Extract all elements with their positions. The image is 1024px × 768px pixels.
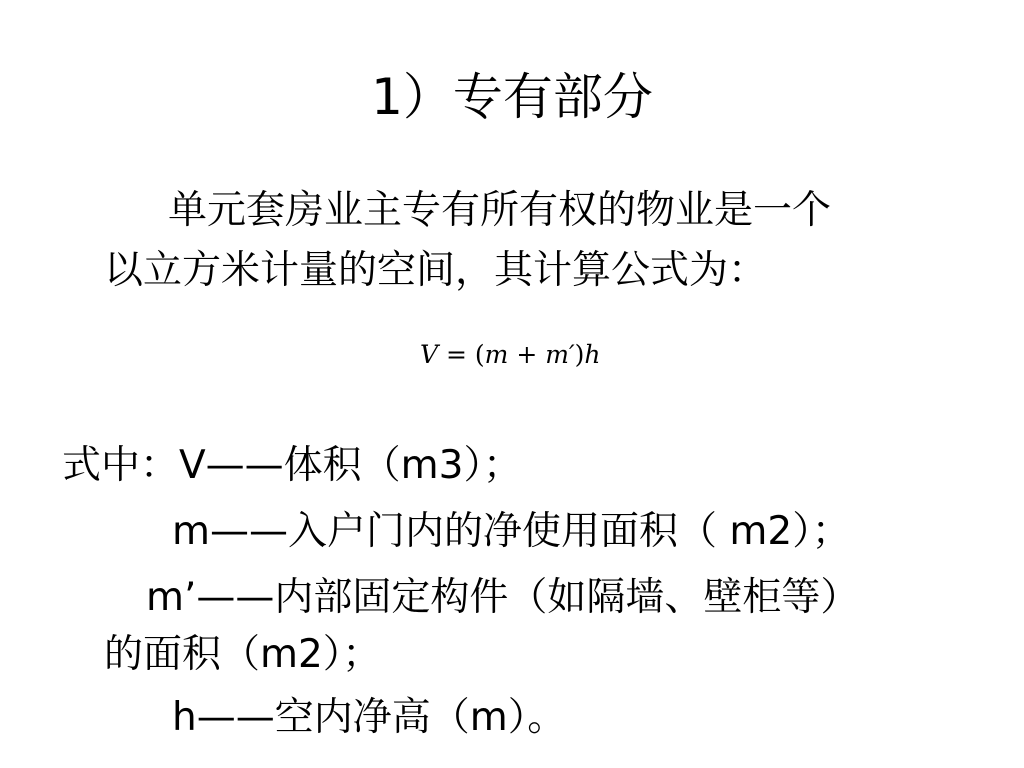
formula-close-paren: ) — [574, 340, 585, 369]
intro-line-2: 以立方米计量的空间，其计算公式为： — [104, 248, 768, 293]
slide-title: 1）专有部分 — [371, 68, 653, 126]
formula-m: m — [484, 340, 509, 369]
intro-line-1 — [104, 181, 964, 241]
formula-equals: = — [438, 340, 475, 369]
definition-v: 式中：V——体积（m3）； — [62, 443, 522, 488]
volume-formula — [420, 333, 660, 377]
definition-m: m——入户门内的净使用面积（ m2）； — [172, 509, 851, 554]
intro-line-1-text: 单元套房业主专有所有权的物业是一个 — [168, 188, 832, 233]
formula-h: h — [584, 340, 601, 369]
definition-m-prime-line-1: m’——内部固定构件（如隔墙、壁柜等） — [146, 575, 860, 620]
formula-v: V — [420, 340, 439, 369]
definition-m-prime-line-2: 的面积（m2）； — [104, 632, 382, 677]
definition-h: h——空内净高（m）。 — [172, 695, 567, 740]
formula-plus: + — [508, 340, 546, 369]
formula-open-paren: ( — [474, 340, 485, 369]
intro-paragraph — [104, 181, 964, 301]
formula-m-prime: m′ — [545, 340, 575, 369]
